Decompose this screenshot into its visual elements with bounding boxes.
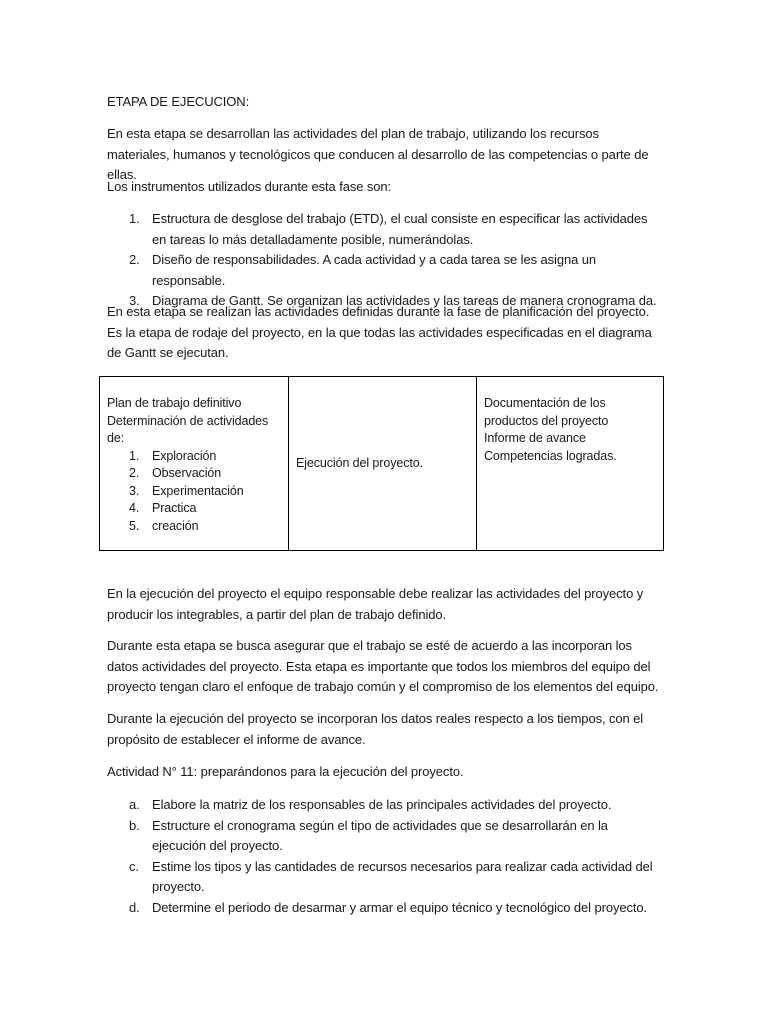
activity-list [107, 795, 663, 918]
list-item [107, 857, 663, 898]
planning-paragraph: En esta etapa se realizan las actividades definidas durante la fase de planificación del proyecto. Es la etapa de rodaje del proyecto, en la que todas las actividades especificadas en el diagrama de Gantt se ejecutan. [107, 304, 652, 360]
execution-label: Ejecución del proyecto. [296, 455, 423, 470]
list-item-text: creación [152, 518, 199, 533]
list-item-text: Diseño de responsabilidades. A cada actividad y a cada tarea se les asigna un responsable. [152, 252, 596, 288]
list-item-text: Diagrama de Gantt. Se organizan las actividades y las tareas de manera cronograma da. [152, 293, 657, 308]
list-item-text: Estructure el cronograma según el tipo de actividades que se desarrollarán en la ejecución del proyecto. [152, 817, 608, 853]
list-item-text: Estime los tipos y las cantidades de recursos necesarios para realizar cada actividad del proyecto. [152, 858, 653, 894]
outputs-line: Competencias logradas. [484, 448, 617, 463]
outputs-line: Documentación de los productos del proyecto [484, 396, 609, 428]
outputs-line: Informe de avance [484, 431, 586, 445]
list-number: 2. [129, 466, 140, 480]
list-number: 2. [129, 252, 140, 267]
list-letter: a. [129, 797, 140, 812]
list-item [107, 448, 282, 466]
during-paragraph: Durante esta etapa se busca asegurar que el trabajo se esté de acuerdo a las incorporan los datos actividades del proyecto. Esta etapa es importante que todos los miembros del equipo del proyecto tengan claro el enfoque de trabajo común y el compromiso de los elementos del equipo. [107, 638, 659, 694]
list-number: 1. [129, 211, 140, 226]
instruments-list [107, 209, 663, 312]
list-letter: d. [129, 899, 140, 915]
instruments-intro: Los instrumentos utilizados durante esta fase son: [107, 179, 392, 194]
intro-paragraph: En esta etapa se desarrollan las actividades del plan de trabajo, utilizando los recursos materiales, humanos y tecnológicos que conducen al desarrollo de las competencias o parte de ellas. [107, 126, 649, 182]
activity-types-list [107, 448, 282, 536]
list-item-text: Estructura de desglose del trabajo (ETD), el cual consiste en especificar las actividades en tareas lo más detalladamente posible, numerándolas. [152, 211, 648, 247]
list-number: 3. [129, 293, 140, 308]
real-data-paragraph: Durante la ejecución del proyecto se incorporan los datos reales respecto a los tiempos, con el propósito de establecer el informe de avance. [107, 711, 644, 747]
list-item [107, 465, 282, 483]
list-letter: b. [129, 817, 140, 833]
list-number: 3. [129, 483, 140, 498]
list-item [107, 518, 282, 536]
activity-title: Actividad N° 11: preparándonos para la ejecución del proyecto. [107, 764, 464, 779]
list-item [107, 816, 663, 857]
execution-table [99, 376, 664, 551]
table-cell-execution [289, 377, 477, 550]
list-item-text: Experimentación [152, 483, 244, 498]
list-item-text: Observación [152, 466, 222, 480]
list-item-text: Practica [152, 501, 197, 515]
section-heading: ETAPA DE EJECUCION: [107, 94, 250, 109]
list-item [107, 500, 282, 518]
list-item [107, 209, 663, 250]
list-number: 4. [129, 501, 140, 515]
table-cell-plan [100, 377, 289, 550]
list-number: 5. [129, 518, 140, 533]
list-letter: c. [129, 858, 139, 874]
list-item-text: Elabore la matriz de los responsables de las principales actividades del proyecto. [152, 797, 612, 812]
list-item-text: Determine el periodo de desarmar y armar el equipo técnico y tecnológico del proyecto. [152, 899, 648, 915]
list-item-text: Exploración [152, 448, 217, 463]
list-item [107, 795, 663, 816]
plan-title: Plan de trabajo definitivo [107, 396, 242, 410]
list-item [107, 483, 282, 501]
table-cell-outputs [477, 377, 663, 550]
execution-paragraph: En la ejecución del proyecto el equipo responsable debe realizar las actividades del proyecto y producir los integrables, a partir del plan de trabajo definido. [107, 586, 644, 622]
plan-subtitle: Determinación de actividades de: [107, 413, 269, 445]
list-number: 1. [129, 448, 140, 463]
list-item [107, 898, 663, 919]
list-item [107, 250, 663, 291]
